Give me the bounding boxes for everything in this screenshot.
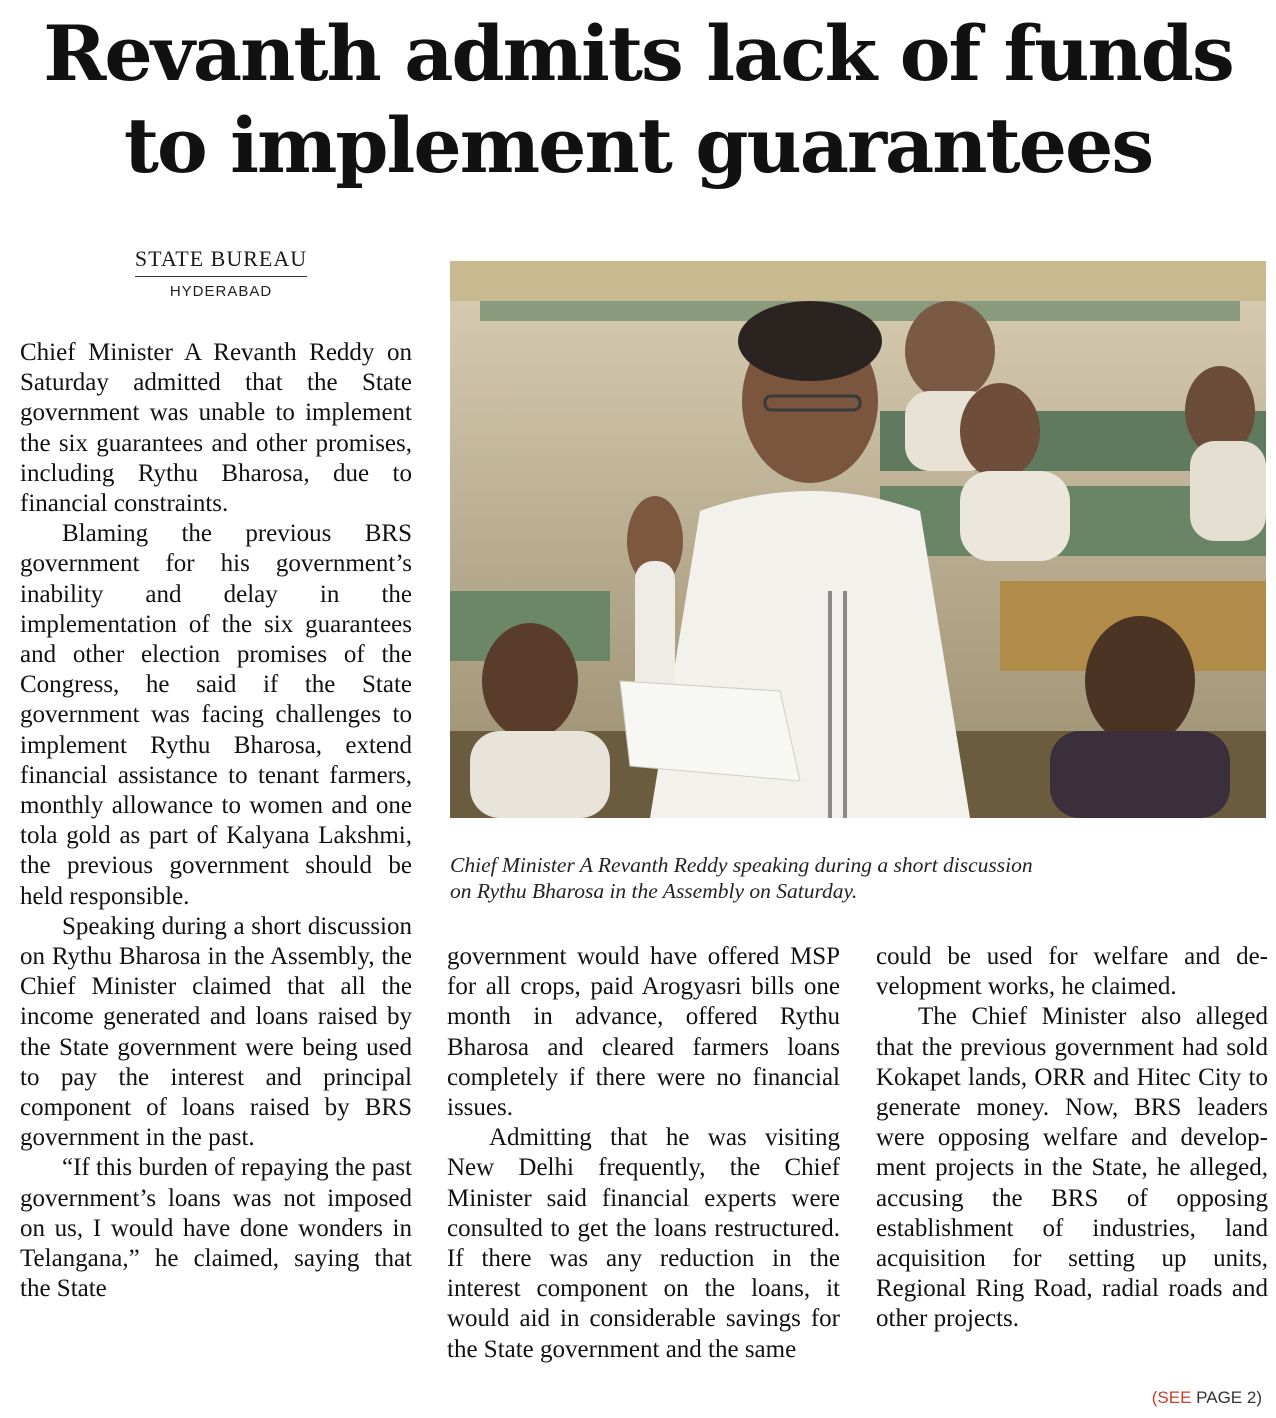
paragraph-8: The Chief Minister also alleged that the previous government had sold Kokapet lands, ORR and Hitec City to generate money. Now, BRS leaders were opposing welfare and development projects in the State, he alleged, accusing the BRS of opposing establishment of industries, land acquisition for setting up units, Regional Ring Road, radial roads and other projects. [876, 1003, 1268, 1333]
paragraph-7: could be used for welfare and development works, he claimed. [876, 943, 1268, 1001]
continued-reference [1152, 1388, 1262, 1408]
caption-line-2: on Rythu Bharosa in the Assembly on Saturday. [450, 879, 858, 903]
see-prefix: (SEE [1151, 1388, 1192, 1407]
headline-line-2: to implement guarantees [123, 101, 1153, 190]
paragraph-2: Blaming the previous BRS government for his government’s inability and delay in the implementation of the six guarantees and other election promises of the Congress, he said if the State government was facing challenges to implement Rythu Bharosa, extend financial assistance to tenant farmers, monthly allowance to women and one tola gold as part of Kalyana Lakshmi, the previous government should be held responsible. [20, 520, 412, 910]
paragraph-6: Admitting that he was visiting New Delhi frequently, the Chief Minister said financial experts were consulted to get the loans restructured. If there was any reduction in the interest component on the loans, it would aid in considerable savings for the State government and the same [447, 1124, 840, 1363]
paragraph-4: “If this burden of repaying the past government’s loans was not imposed on us, I would have done wonders in Telangana,” he claimed, saying that the State [20, 1154, 412, 1303]
article-column-2 [447, 942, 840, 1365]
headline [0, 8, 1276, 192]
caption-line-1: Chief Minister A Revanth Reddy speaking during a short discussion [450, 853, 1033, 877]
assembly-photo [450, 261, 1266, 818]
byline-bureau: STATE BUREAU [135, 246, 307, 277]
paragraph-3: Speaking during a short discussion on Rythu Bharosa in the Assembly, the Chief Minister claimed that all the income generated and loans raised by the State government were being used to pay the interest and principal component of loans raised by BRS government in the past. [20, 912, 412, 1152]
article-column-1 [20, 338, 412, 1305]
article-column-3 [876, 942, 1268, 1335]
see-page: PAGE 2) [1196, 1388, 1262, 1407]
headline-line-1: Revanth admits lack of funds [43, 9, 1233, 98]
paragraph-5: government would have offered MSP for all crops, paid Arogyasri bills one month in advance, offered Rythu Bharosa and cleared farmers loans completely if there were no financial issues. [447, 943, 840, 1122]
byline [20, 246, 422, 300]
photo-caption [450, 852, 1266, 904]
paragraph-1: Chief Minister A Revanth Reddy on Saturday admitted that the State government was unable to implement the six guarantees and other promises, including Rythu Bharosa, due to financial constraints. [20, 339, 412, 518]
byline-city: HYDERABAD [169, 283, 273, 300]
